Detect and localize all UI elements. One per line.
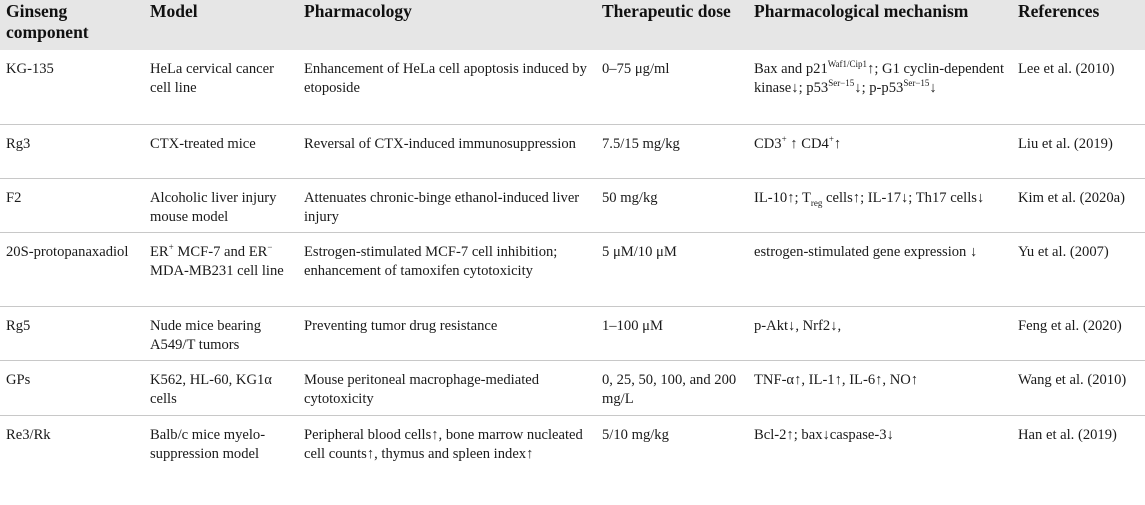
cell-reference: Han et al. (2019) (1018, 427, 1117, 443)
mech-text: ↓ (929, 79, 937, 96)
cell-dose: 0, 25, 50, 100, and 200 mg/L (596, 361, 748, 416)
cell-dose: 0–75 μg/ml (596, 50, 748, 125)
cell-reference: Feng et al. (2020) (1012, 307, 1145, 361)
cell-model: K562, HL-60, KG1α cells (144, 361, 298, 416)
table-row (0, 50, 1145, 125)
cell-mechanism (748, 179, 1012, 233)
header-row (0, 0, 1145, 50)
mech-text: ↑ (833, 136, 842, 152)
mech-sub: reg (810, 197, 823, 208)
mech-sup: + (781, 134, 787, 145)
mech-text: Bax and p21 (754, 61, 828, 77)
cell-model: Nude mice bearing A549/T tumors (144, 307, 298, 361)
cell-pharmacology: Peripheral blood cells↑, bone marrow nucleated cell counts↑, thymus and spleen index↑ (304, 427, 583, 462)
mech-sup: Ser−15 (828, 77, 855, 88)
cell-component: Rg5 (0, 307, 144, 361)
cell-pharmacology: Reversal of CTX-induced immunosuppression (298, 125, 596, 179)
table-row (0, 416, 1145, 487)
mech-text: ↑ CD4 (786, 136, 829, 152)
cell-pharmacology: Attenuates chronic-binge ethanol-induced liver injury (298, 179, 596, 233)
model-sup: − (267, 242, 273, 253)
table-row (0, 307, 1145, 361)
cell-reference: Kim et al. (2020a) (1012, 179, 1145, 233)
header-pharmacology: Pharmacology (304, 1, 412, 21)
cell-component: GPs (0, 361, 144, 416)
cell-component: Rg3 (0, 125, 144, 179)
cell-mechanism: TNF-α↑, IL-1↑, IL-6↑, NO↑ (748, 361, 1012, 416)
cell-component: 20S-protopanaxadiol (0, 233, 144, 307)
header-dose: Therapeutic dose (602, 1, 731, 21)
cell-dose: 5 μM/10 μM (596, 233, 748, 307)
cell-dose: 5/10 mg/kg (602, 427, 669, 443)
cell-mechanism: Bcl-2↑; bax↓caspase-3↓ (754, 427, 894, 443)
cell-mechanism (748, 125, 1012, 179)
mech-sup: + (828, 134, 834, 145)
header-model: Model (150, 1, 198, 21)
cell-model: Balb/c mice myelo-suppression model (150, 427, 266, 462)
cell-reference: Yu et al. (2007) (1012, 233, 1145, 307)
model-sup: + (168, 242, 174, 253)
mech-sup: Ser−15 (903, 77, 930, 88)
cell-model: CTX-treated mice (144, 125, 298, 179)
cell-mechanism: estrogen-stimulated gene expression ↓ (748, 233, 1012, 307)
table-row (0, 125, 1145, 179)
cell-dose: 7.5/15 mg/kg (596, 125, 748, 179)
model-text: ER (150, 244, 169, 260)
cell-pharmacology: Enhancement of HeLa cell apoptosis induced by etoposide (298, 50, 596, 125)
cell-reference: Liu et al. (2019) (1012, 125, 1145, 179)
header-component: Ginseng component (6, 1, 89, 42)
cell-pharmacology: Estrogen-stimulated MCF-7 cell inhibition; enhancement of tamoxifen cytotoxicity (298, 233, 596, 307)
table-row (0, 179, 1145, 233)
mech-text: CD3 (754, 136, 782, 152)
cell-reference: Wang et al. (2010) (1012, 361, 1145, 416)
mech-text: ↓; p-p53 (854, 79, 904, 96)
table-row (0, 233, 1145, 307)
mech-text: ↑; G1 cyclin-dependent kinase↓; p53 (754, 61, 1005, 96)
cell-pharmacology: Mouse peritoneal macrophage-mediated cytotoxicity (298, 361, 596, 416)
cell-mechanism: p-Akt↓, Nrf2↓, (748, 307, 1012, 361)
cell-dose: 50 mg/kg (596, 179, 748, 233)
cell-component: F2 (0, 179, 144, 233)
mech-sup: Waf1/Cip1 (827, 59, 868, 70)
cell-model: HeLa cervical cancer cell line (144, 50, 298, 125)
cell-model (144, 233, 298, 307)
cell-mechanism (748, 50, 1012, 125)
cell-component: KG-135 (0, 50, 144, 125)
model-text: MCF-7 and ER (173, 244, 268, 260)
mech-text: cells↑; IL-17↓; Th17 cells↓ (822, 190, 985, 206)
cell-component: Re3/Rk (6, 427, 51, 443)
mech-text: IL-10↑; T (754, 190, 811, 206)
table-row (0, 361, 1145, 416)
cell-reference: Lee et al. (2010) (1012, 50, 1145, 125)
cell-pharmacology: Preventing tumor drug resistance (298, 307, 596, 361)
header-mechanism: Pharmacological mechanism (754, 1, 969, 21)
cell-dose: 1–100 μM (596, 307, 748, 361)
header-references: References (1018, 1, 1100, 21)
cell-model: Alcoholic liver injury mouse model (144, 179, 298, 233)
model-text: MDA-MB231 cell line (150, 262, 284, 279)
